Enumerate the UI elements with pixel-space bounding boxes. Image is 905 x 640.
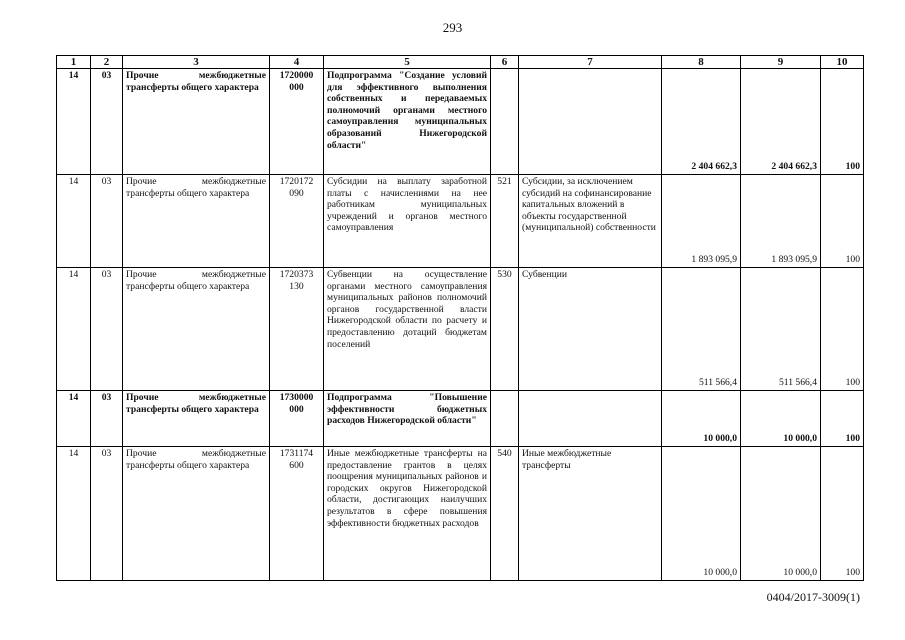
document-code: 0404/2017-3009(1) bbox=[766, 590, 860, 604]
table-row bbox=[57, 447, 864, 581]
cell-section-name: Прочие межбюджетные трансферты общего характера bbox=[123, 391, 270, 447]
cell-section-name: Прочие межбюджетные трансферты общего характера bbox=[123, 447, 270, 581]
table-row bbox=[57, 69, 864, 175]
cell-expense-type-name bbox=[519, 69, 662, 175]
column-header-4: 4 bbox=[270, 56, 324, 69]
cell-percent: 100 bbox=[821, 391, 864, 447]
cell-section: 14 bbox=[57, 391, 91, 447]
cell-planned-amount: 10 000,0 bbox=[662, 391, 741, 447]
cell-section: 14 bbox=[57, 447, 91, 581]
cell-target-article: 1730000 000 bbox=[270, 391, 324, 447]
cell-expense-type bbox=[491, 391, 519, 447]
cell-expense-type-name: Иные межбюджетные трансферты bbox=[519, 447, 662, 581]
cell-expense-type: 540 bbox=[491, 447, 519, 581]
cell-executed-amount: 10 000,0 bbox=[741, 391, 821, 447]
cell-article-name: Субсидии на выплату заработной платы с начислениями на нее работникам муниципальных учреждений и органов местного самоуправления bbox=[324, 175, 491, 268]
cell-expense-type-name bbox=[519, 391, 662, 447]
cell-executed-amount: 1 893 095,9 bbox=[741, 175, 821, 268]
header-row bbox=[57, 56, 864, 69]
column-header-10: 10 bbox=[821, 56, 864, 69]
cell-planned-amount: 10 000,0 bbox=[662, 447, 741, 581]
cell-percent: 100 bbox=[821, 447, 864, 581]
cell-expense-type bbox=[491, 69, 519, 175]
cell-subsection: 03 bbox=[91, 268, 123, 391]
table-row bbox=[57, 175, 864, 268]
column-header-7: 7 bbox=[519, 56, 662, 69]
cell-expense-type-name: Субсидии, за исключением субсидий на софинансирование капитальных вложений в объекты государственной (муниципальной) собственности bbox=[519, 175, 662, 268]
cell-executed-amount: 2 404 662,3 bbox=[741, 69, 821, 175]
page-number: 293 bbox=[442, 20, 463, 35]
cell-expense-type-name: Субвенции bbox=[519, 268, 662, 391]
cell-percent: 100 bbox=[821, 175, 864, 268]
cell-planned-amount: 511 566,4 bbox=[662, 268, 741, 391]
table-row bbox=[57, 268, 864, 391]
cell-target-article: 1720373 130 bbox=[270, 268, 324, 391]
cell-section: 14 bbox=[57, 175, 91, 268]
cell-executed-amount: 511 566,4 bbox=[741, 268, 821, 391]
cell-article-name: Иные межбюджетные трансферты на предоставление грантов в целях поощрения муниципальных районов и городских округов Нижегородской области, достигающих наилучших результатов в сфере повышения эффективности бюджетных расходов bbox=[324, 447, 491, 581]
column-header-8: 8 bbox=[662, 56, 741, 69]
cell-section-name: Прочие межбюджетные трансферты общего характера bbox=[123, 268, 270, 391]
cell-article-name: Субвенции на осуществление органами местного самоуправления муниципальных районов полномочий органов государственной власти Нижегородской области по расчету и предоставлению дотаций бюджетам поселений bbox=[324, 268, 491, 391]
cell-subsection: 03 bbox=[91, 175, 123, 268]
cell-section-name: Прочие межбюджетные трансферты общего характера bbox=[123, 175, 270, 268]
cell-subsection: 03 bbox=[91, 447, 123, 581]
cell-subsection: 03 bbox=[91, 69, 123, 175]
cell-subsection: 03 bbox=[91, 391, 123, 447]
cell-percent: 100 bbox=[821, 268, 864, 391]
cell-executed-amount: 10 000,0 bbox=[741, 447, 821, 581]
cell-article-name: Подпрограмма "Повышение эффективности бюджетных расходов Нижегородской области" bbox=[324, 391, 491, 447]
table-body bbox=[57, 69, 864, 581]
table-row bbox=[57, 391, 864, 447]
column-header-3: 3 bbox=[123, 56, 270, 69]
cell-article-name: Подпрограмма "Создание условий для эффективного выполнения собственных и передаваемых полномочий органами местного самоуправления муниципальных образований Нижегородской области" bbox=[324, 69, 491, 175]
cell-expense-type: 530 bbox=[491, 268, 519, 391]
column-header-6: 6 bbox=[491, 56, 519, 69]
cell-target-article: 1731174 600 bbox=[270, 447, 324, 581]
column-header-2: 2 bbox=[91, 56, 123, 69]
column-header-5: 5 bbox=[324, 56, 491, 69]
cell-section: 14 bbox=[57, 69, 91, 175]
cell-expense-type: 521 bbox=[491, 175, 519, 268]
cell-target-article: 1720172 090 bbox=[270, 175, 324, 268]
column-header-9: 9 bbox=[741, 56, 821, 69]
cell-percent: 100 bbox=[821, 69, 864, 175]
cell-section: 14 bbox=[57, 268, 91, 391]
cell-target-article: 1720000 000 bbox=[270, 69, 324, 175]
cell-planned-amount: 1 893 095,9 bbox=[662, 175, 741, 268]
budget-table bbox=[56, 55, 864, 581]
cell-planned-amount: 2 404 662,3 bbox=[662, 69, 741, 175]
column-header-1: 1 bbox=[57, 56, 91, 69]
cell-section-name: Прочие межбюджетные трансферты общего характера bbox=[123, 69, 270, 175]
